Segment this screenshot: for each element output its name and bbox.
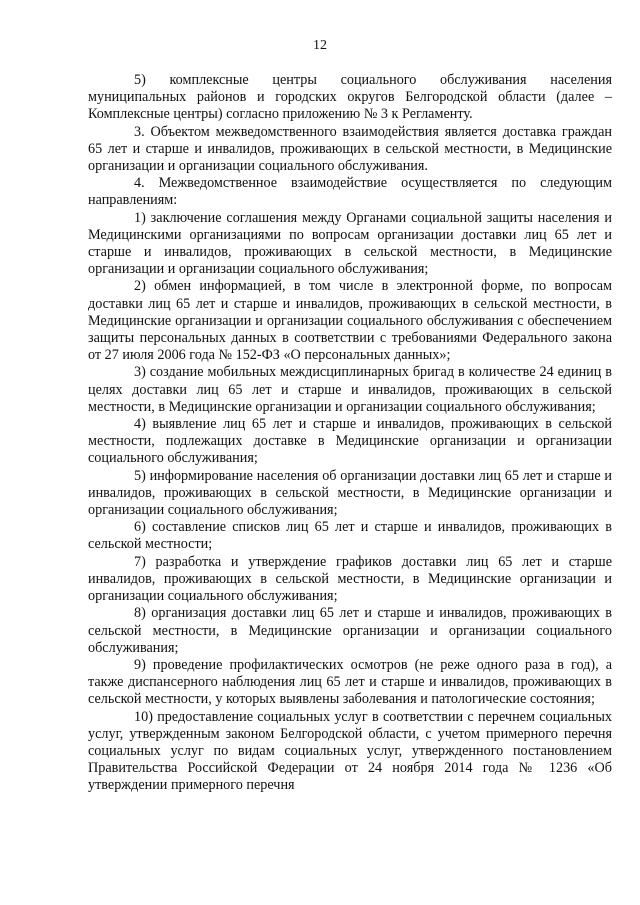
direction-5-informing: 5) информирование населения об организации доставки лиц 65 лет и старше и инвалидов, проживающих в сельской местности, в Медицинские организации и организации социального обслуживания; [88, 467, 612, 519]
direction-1-agreement: 1) заключение соглашения между Органами социальной защиты населения и Медицинскими организациями по вопросам организации доставки лиц 65 лет и старше и инвалидов, проживающих в сельской местности, в Медицинские организации и организации социального обслуживания; [88, 209, 612, 278]
direction-8-delivery: 8) организация доставки лиц 65 лет и старше и инвалидов, проживающих в сельской местности, в Медицинские организации и организации социального обслуживания; [88, 605, 612, 656]
direction-2-information-exchange: 2) обмен информацией, в том числе в электронной форме, по вопросам доставки лиц 65 лет и старше и инвалидов, проживающих в сельской местности, в Медицинские организации и организации социального обслуживания с обеспечением защиты персональных данных в соответствии с требованиями Федерального закона от 27 июля 2006 года № 152-ФЗ «О персональных данных»; [88, 278, 612, 364]
paragraph-3-object: 3. Объектом межведомственного взаимодействия является доставка граждан 65 лет и старше и инвалидов, проживающих в сельской местности, в Медицинские организации и организации социального обслуживания. [88, 123, 612, 175]
document-body [88, 72, 612, 795]
direction-4-identification: 4) выявление лиц 65 лет и старше и инвалидов, проживающих в сельской местности, подлежащих доставке в Медицинские организации и организации социального обслуживания; [88, 416, 612, 467]
direction-9-examinations: 9) проведение профилактических осмотров (не реже одного раза в год), а также диспансерного наблюдения лиц 65 лет и старше и инвалидов, проживающих в сельской местности, у которых выявлены заболевания и патологические состояния; [88, 656, 612, 708]
paragraph-item-5-complex-centers: 5) комплексные центры социального обслуживания населения муниципальных районов и городских округов Белгородской области (далее – Комплексные центры) согласно приложению № 3 к Регламенту. [88, 72, 612, 123]
direction-3-mobile-teams: 3) создание мобильных междисциплинарных бригад в количестве 24 единиц в целях доставки лиц 65 лет и старше и инвалидов, проживающих в сельской местности, в Медицинские организации и организации социального обслуживания; [88, 364, 612, 415]
direction-10-social-services: 10) предоставление социальных услуг в соответствии с перечнем социальных услуг, утвержденным законом Белгородской области, с учетом примерного перечня социальных услуг по видам социальных услуг, утвержденного постановлением Правительства Российской Федерации от 24 ноября 2014 года № 1236 «Об утверждении примерного перечня [88, 708, 612, 794]
page-number: 12 [313, 38, 327, 53]
direction-7-schedules: 7) разработка и утверждение графиков доставки лиц 65 лет и старше инвалидов, проживающих в сельской местности, в Медицинские организации и организации социального обслуживания; [88, 553, 612, 605]
direction-6-lists: 6) составление списков лиц 65 лет и старше и инвалидов, проживающих в сельской местности; [88, 519, 612, 553]
paragraph-4-directions: 4. Межведомственное взаимодействие осуществляется по следующим направлениям: [88, 175, 612, 209]
